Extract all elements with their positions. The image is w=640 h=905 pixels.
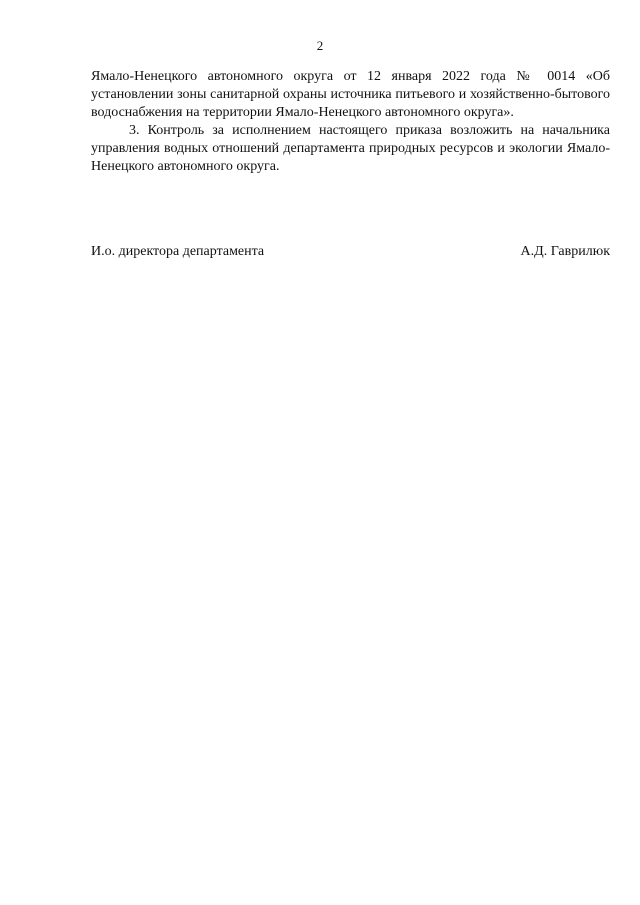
document-body	[91, 68, 610, 176]
signature-block	[91, 243, 610, 261]
page-number: 2	[316, 38, 324, 53]
signatory-name: А.Д. Гаврилюк	[520, 244, 610, 259]
paragraph-continuation: Ямало-Ненецкого автономного округа от 12 января 2022 года № 0014 «Об установлении зоны санитарной охраны источника питьевого и хозяйственно-бытового водоснабжения на территории Ямало-Ненецкого автономного округа».	[91, 69, 610, 120]
signatory-position: И.о. директора департамента	[91, 244, 265, 259]
paragraph-item-3: 3. Контроль за исполнением настоящего приказа возложить на начальника управления водных отношений департамента природных ресурсов и экологии Ямало-Ненецкого автономного округа.	[91, 123, 610, 174]
